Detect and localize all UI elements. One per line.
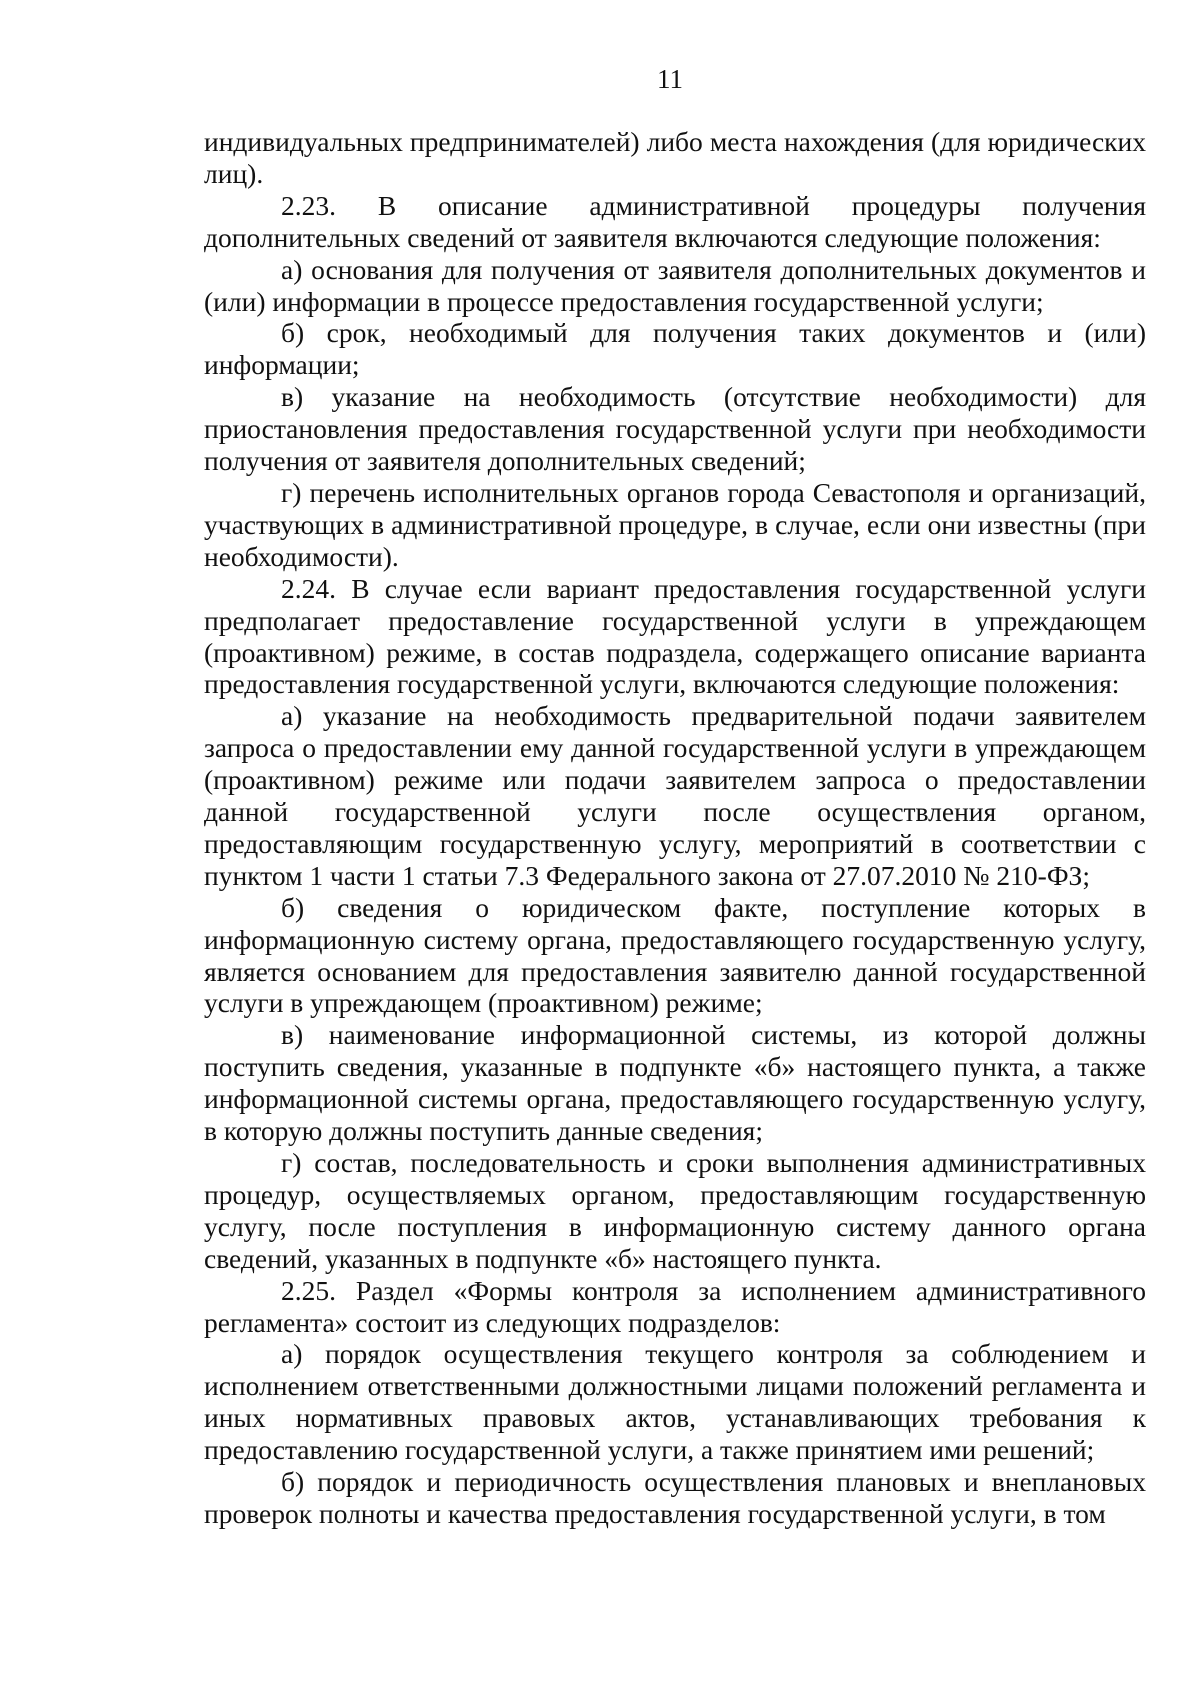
paragraph: 2.25. Раздел «Формы контроля за исполнением административного регламента» состоит из следующих подразделов:: [204, 1274, 1146, 1338]
paragraph: а) указание на необходимость предварительной подачи заявителем запроса о предоставлении ему данной государственной услуги в упреждающем (проактивном) режиме или подачи заявителем запроса о предоставлении данной государственной услуги после осуществления органом, предоставляющим государственную услугу, мероприятий в соответствии с пунктом 1 части 1 статьи 7.3 Федерального закона от 27.07.2010 № 210-ФЗ;: [204, 700, 1146, 891]
paragraph: г) перечень исполнительных органов города Севастополя и организаций, участвующих в административной процедуре, в случае, если они известны (при необходимости).: [204, 476, 1146, 572]
paragraph: в) наименование информационной системы, из которой должны поступить сведения, указанные в подпункте «б» настоящего пункта, а также информационной системы органа, предоставляющего государственную услугу, в которую должны поступить данные сведения;: [204, 1019, 1146, 1147]
page-number: 11: [657, 64, 683, 94]
paragraph: 2.23. В описание административной процедуры получения дополнительных сведений от заявителя включаются следующие положения:: [204, 189, 1146, 253]
paragraph: в) указание на необходимость (отсутствие необходимости) для приостановления предоставления государственной услуги при необходимости получения от заявителя дополнительных сведений;: [204, 381, 1146, 477]
paragraph: б) порядок и периодичность осуществления плановых и внеплановых проверок полноты и качества предоставления государственной услуги, в том: [204, 1466, 1146, 1529]
paragraph: 2.24. В случае если вариант предоставления государственной услуги предполагает предоставление государственной услуги в упреждающем (проактивном) режиме, в состав подраздела, содержащего описание варианта предоставления государственной услуги, включаются следующие положения:: [204, 572, 1146, 700]
document-body: [204, 126, 1146, 1530]
paragraph: а) порядок осуществления текущего контроля за соблюдением и исполнением ответственными должностными лицами положений регламента и иных нормативных правовых актов, устанавливающих требования к предоставлению государственной услуги, а также принятием ими решений;: [204, 1338, 1146, 1466]
paragraph: б) срок, необходимый для получения таких документов и (или) информации;: [204, 317, 1146, 381]
paragraph: а) основания для получения от заявителя дополнительных документов и (или) информации в процессе предоставления государственной услуги;: [204, 253, 1146, 317]
paragraph: б) сведения о юридическом факте, поступление которых в информационную систему органа, предоставляющего государственную услугу, является основанием для предоставления заявителю данной государственной услуги в упреждающем (проактивном) режиме;: [204, 891, 1146, 1019]
paragraph: г) состав, последовательность и сроки выполнения административных процедур, осуществляемых органом, предоставляющим государственную услугу, после поступления в информационную систему данного органа сведений, указанных в подпункте «б» настоящего пункта.: [204, 1147, 1146, 1274]
paragraph: индивидуальных предпринимателей) либо места нахождения (для юридических лиц).: [204, 126, 1146, 189]
